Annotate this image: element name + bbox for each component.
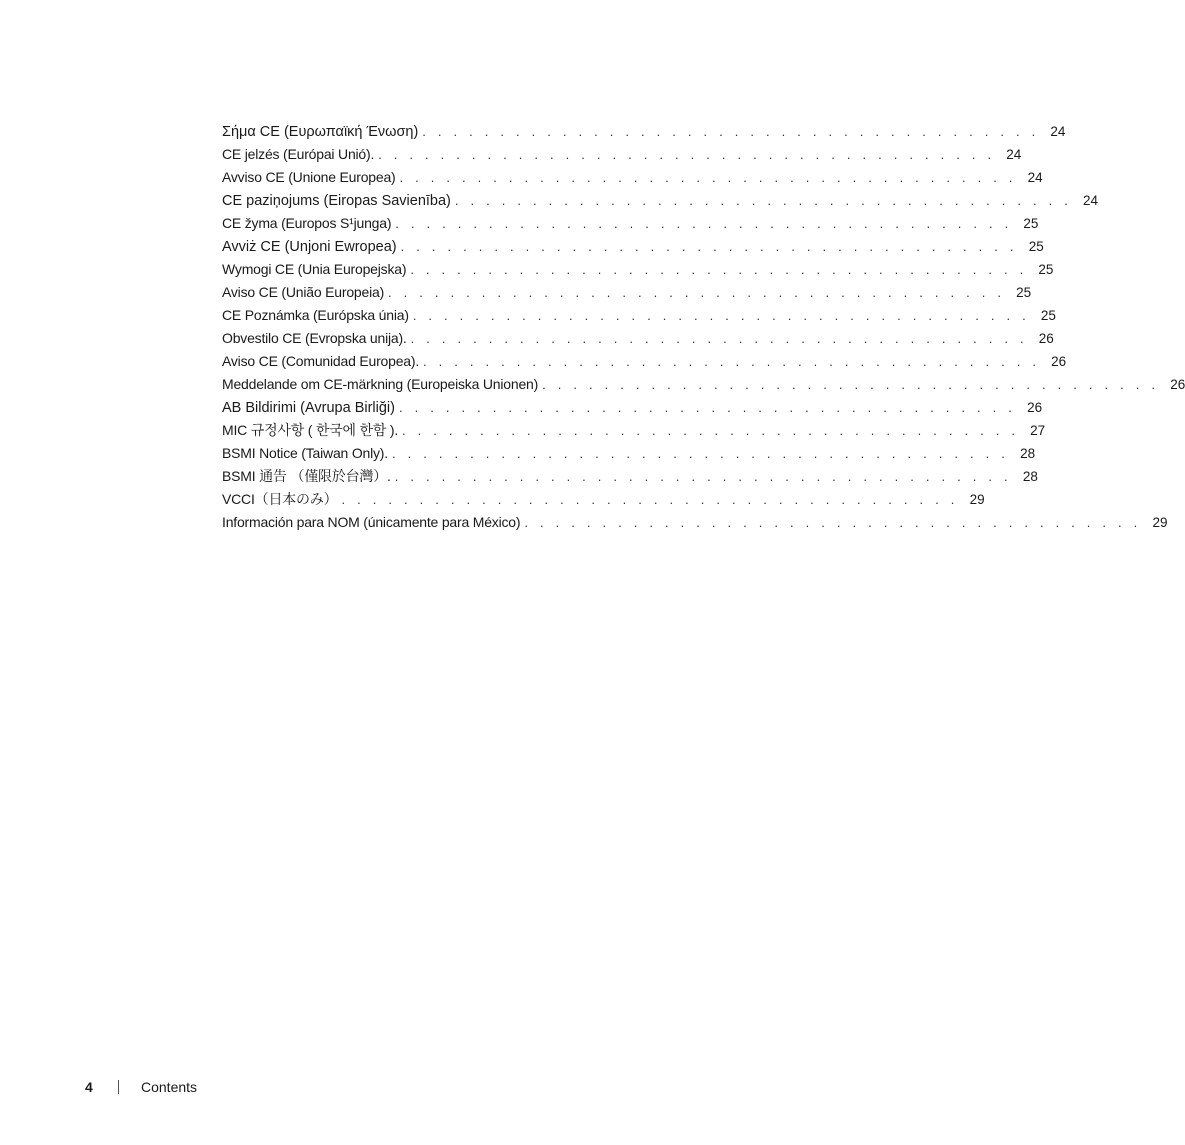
dot-leader: . . . . . . . . . . . . . . . . . . . . . . . . . . . . . . . . . . . . . . . . [410, 262, 1028, 277]
toc-entry-title: Σήμα CE (Ευρωπαϊκή Ένωση) [222, 124, 419, 140]
toc-entry-page: 24 [1050, 124, 1066, 139]
toc-entry-title: Meddelande om CE-märkning (Europeiska Unionen) [222, 376, 539, 392]
toc-entry[interactable] [222, 489, 985, 512]
toc-entry-page: 27 [1030, 423, 1046, 438]
toc-entry-page: 28 [1022, 469, 1038, 484]
toc-entry[interactable] [222, 282, 1032, 305]
toc-entry-page: 29 [969, 492, 985, 507]
toc-entry[interactable] [222, 213, 1039, 236]
page-footer [85, 1077, 197, 1097]
toc-entry[interactable] [222, 397, 1043, 420]
section-name: Contents [141, 1079, 198, 1095]
toc-entry[interactable] [222, 121, 1066, 144]
toc-entry-page: 25 [1040, 308, 1056, 323]
toc-entry-page: 25 [1028, 239, 1044, 254]
dot-leader: . . . . . . . . . . . . . . . . . . . . . . . . . . . . . . . . . . . . . . . . [391, 446, 1010, 461]
dot-leader: . . . . . . . . . . . . . . . . . . . . . . . . . . . . . . . . . . . . . . . . [378, 147, 996, 162]
toc-entry-page: 24 [1006, 147, 1022, 162]
toc-entry-title: MIC 규정사항 ( 한국에 한함 ). [222, 422, 399, 438]
dot-leader: . . . . . . . . . . . . . . . . . . . . . . . . . . . . . . . . . . . . . . . . [454, 193, 1073, 208]
toc-entry-title: BSMI 通告 （僅限於台灣）. [222, 468, 391, 484]
dot-leader: . . . . . . . . . . . . . . . . . . . . . . . . . . . . . . . . . . . . . . . . [412, 308, 1030, 323]
dot-leader: . . . . . . . . . . . . . . . . . . . . . . . . . . . . . . . . . . . . . . . . [399, 170, 1017, 185]
footer-separator [118, 1080, 119, 1094]
dot-leader: . . . . . . . . . . . . . . . . . . . . . . . . . . . . . . . . . . . . . . . . [542, 377, 1160, 392]
toc-entry-page: 25 [1023, 216, 1039, 231]
toc-entry-page: 29 [1152, 515, 1168, 530]
toc-entry[interactable] [222, 443, 1036, 466]
toc-entry[interactable] [222, 305, 1056, 328]
dot-leader: . . . . . . . . . . . . . . . . . . . . . . . . . . . . . . . . . . . . . . . . [423, 354, 1041, 369]
toc-entry[interactable] [222, 351, 1067, 374]
dot-leader: . . . . . . . . . . . . . . . . . . . . . . . . . . . . . . . . . . . . . . . . [422, 124, 1040, 139]
toc-entry-title: Aviso CE (União Europeia) [222, 284, 385, 300]
toc-entry-page: 25 [1016, 285, 1032, 300]
toc-entry-title: CE Poznámka (Európska únia) [222, 307, 409, 323]
dot-leader: . . . . . . . . . . . . . . . . . . . . . . . . . . . . . . . . . . . . . . . . [341, 492, 959, 507]
toc-entry-title: BSMI Notice (Taiwan Only). [222, 445, 388, 461]
toc-entry-page: 24 [1083, 193, 1099, 208]
toc-entry-title: CE paziņojums (Eiropas Savienība) [222, 193, 451, 209]
toc-entry-title: CE jelzés (Európai Unió). [222, 146, 375, 162]
toc-entry[interactable] [222, 167, 1043, 190]
dot-leader: . . . . . . . . . . . . . . . . . . . . . . . . . . . . . . . . . . . . . . . . [398, 400, 1017, 415]
toc-entry[interactable] [222, 236, 1044, 259]
toc-entry[interactable] [222, 259, 1054, 282]
toc-entry-title: Avviż CE (Unjoni Ewropea) [222, 239, 397, 255]
toc-entry-title: Información para NOM (únicamente para México) [222, 514, 521, 530]
dot-leader: . . . . . . . . . . . . . . . . . . . . . . . . . . . . . . . . . . . . . . . . [524, 515, 1142, 530]
toc-entry-title: Wymogi CE (Unia Europejska) [222, 261, 407, 277]
toc-entry-page: 26 [1051, 354, 1067, 369]
dot-leader: . . . . . . . . . . . . . . . . . . . . . . . . . . . . . . . . . . . . . . . . [394, 469, 1012, 484]
toc-entry-title: VCCI（日本のみ） [222, 491, 338, 507]
toc-entry-page: 24 [1027, 170, 1043, 185]
toc-entry-title: AB Bildirimi (Avrupa Birliği) [222, 400, 395, 416]
dot-leader: . . . . . . . . . . . . . . . . . . . . . . . . . . . . . . . . . . . . . . . . [388, 285, 1006, 300]
toc-entry-page: 26 [1027, 400, 1043, 415]
toc-entry-page: 26 [1170, 377, 1185, 392]
toc-entry[interactable] [222, 374, 1185, 397]
toc-entry-title: Aviso CE (Comunidad Europea). [222, 353, 420, 369]
toc-entry[interactable] [222, 420, 1046, 443]
table-of-contents [222, 121, 1185, 535]
toc-entry-title: CE žyma (Europos S¹junga) [222, 215, 392, 231]
page-number: 4 [85, 1079, 93, 1095]
toc-entry[interactable] [222, 144, 1022, 167]
dot-leader: . . . . . . . . . . . . . . . . . . . . . . . . . . . . . . . . . . . . . . . . [410, 331, 1028, 346]
dot-leader: . . . . . . . . . . . . . . . . . . . . . . . . . . . . . . . . . . . . . . . . [395, 216, 1013, 231]
toc-entry-title: Obvestilo CE (Evropska unija). [222, 330, 407, 346]
toc-entry[interactable] [222, 190, 1099, 213]
toc-entry-page: 26 [1038, 331, 1054, 346]
toc-entry[interactable] [222, 466, 1038, 489]
dot-leader: . . . . . . . . . . . . . . . . . . . . . . . . . . . . . . . . . . . . . . . . [402, 423, 1020, 438]
toc-entry-page: 28 [1020, 446, 1036, 461]
toc-entry[interactable] [222, 328, 1054, 351]
toc-entry-title: Avviso CE (Unione Europea) [222, 169, 396, 185]
toc-entry[interactable] [222, 512, 1168, 535]
dot-leader: . . . . . . . . . . . . . . . . . . . . . . . . . . . . . . . . . . . . . . . . [400, 239, 1018, 254]
toc-entry-page: 25 [1038, 262, 1054, 277]
